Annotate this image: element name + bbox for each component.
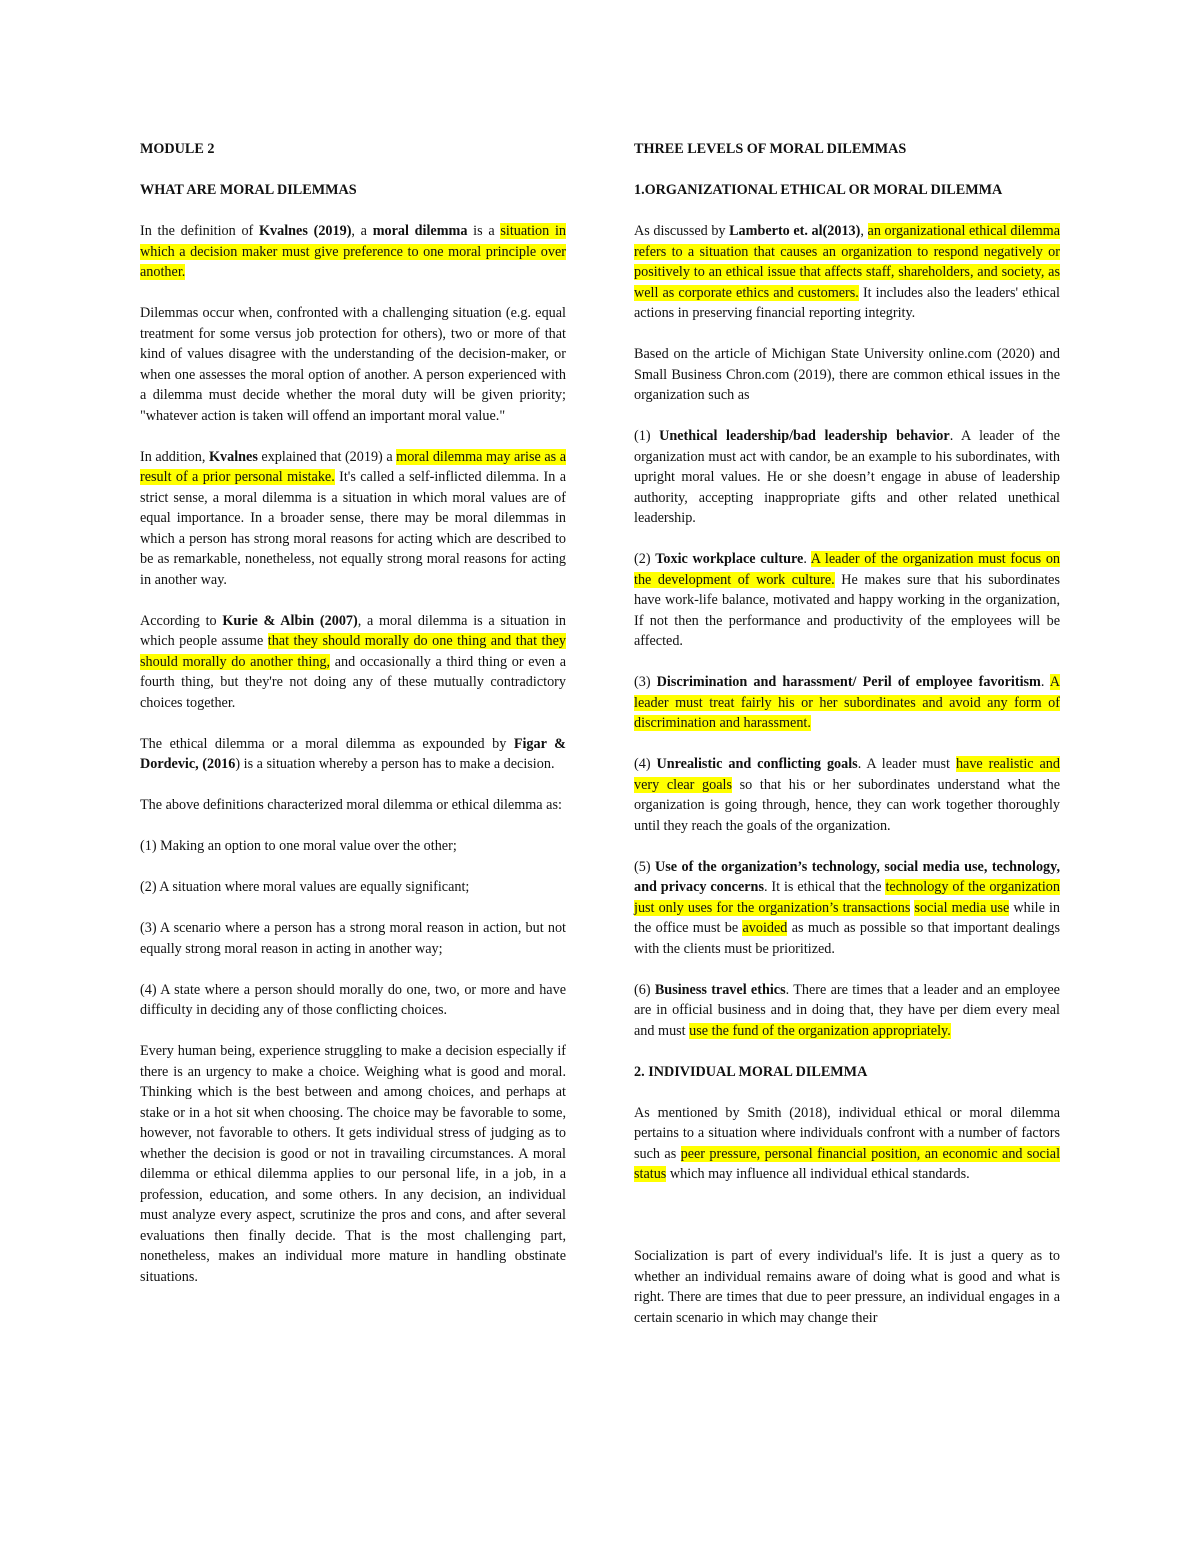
right-column bbox=[634, 139, 1060, 1349]
list-item-4: (4) A state where a person should morally do one, two, or more and have difficulty in deciding any of those conflicting choices. bbox=[140, 981, 566, 1018]
section-title-right: THREE LEVELS OF MORAL DILEMMAS bbox=[634, 141, 907, 157]
highlight: moral dilemma may arise as a result of a prior personal mistake. bbox=[140, 448, 566, 485]
highlight: social media use bbox=[914, 899, 1010, 916]
list-item-1: (1) Making an option to one moral value over the other; bbox=[140, 838, 457, 854]
paragraph-organizational: As discussed by Lamberto et. al(2013), an organizational ethical dilemma refers to a situation that causes an organization to respond negatively or positively to an ethical issue that affects staff, shareholders, and society, as well as corporate ethics and customers. It includes also the leaders' ethical actions in preserving financial reporting integrity. bbox=[634, 223, 1061, 321]
paragraph-characterized: The above definitions characterized moral dilemma or ethical dilemma as: bbox=[140, 797, 562, 813]
subheading-organizational: 1.ORGANIZATIONAL ETHICAL OR MORAL DILEMMA bbox=[634, 182, 1003, 198]
issue-item-1: (1) Unethical leadership/bad leadership behavior. A leader of the organization must act with candor, be an example to his subordinates, with upright moral values. He or she doesn’t engage in abuse of leadership authority, accepting inappropriate gifts and other related unethical leadership. bbox=[634, 428, 1061, 526]
highlight: use the fund of the organization appropriately. bbox=[689, 1022, 951, 1039]
highlight: avoided bbox=[742, 920, 788, 936]
issue-item-5: (5) Use of the organization’s technology, social media use, technology, and privacy concerns. It is ethical that the technology of the organization just only uses for the organization’s transactions social media use while in the office must be avoided as much as possible so that important dealings with the clients must be prioritized. bbox=[634, 858, 1060, 957]
list-item-2: (2) A situation where moral values are equally significant; bbox=[140, 879, 470, 895]
paragraph-according-to: According to Kurie & Albin (2007), a moral dilemma is a situation in which people assume that they should morally do one thing and that they should morally do another thing, and occasionally a third thing or even a fourth thing, but they're not doing any of these mutually contradictory choices together. bbox=[140, 612, 567, 711]
paragraph-in-addition: In addition, Kvalnes explained that (2019) a moral dilemma may arise as a result of a prior personal mistake. It's called a self-inflicted dilemma. In a strict sense, a moral dilemma is a situation in which moral values are of equal importance. In a broader sense, there may be moral dilemmas in which a person has strong moral reasons for acting which are described to be as remarkable, nonetheless, not equally strong moral reasons for acting in another way. bbox=[140, 448, 566, 588]
subheading-individual: 2. INDIVIDUAL MORAL DILEMMA bbox=[634, 1063, 868, 1080]
highlight: technology of the organization just only uses for the organization’s transactions bbox=[634, 879, 1060, 916]
paragraph-socialization: Socialization is part of every individual's life. It is just a query as to whether an individual remains aware of doing what is good and what is right. There are times that due to peer pressure, an individual engages in a certain scenario in which may change their bbox=[634, 1248, 1060, 1326]
highlight: situation in which a decision maker must give preference to one moral principle over another. bbox=[140, 223, 566, 280]
highlight: A leader of the organization must focus on the development of work culture. bbox=[634, 551, 1061, 588]
highlight: A leader must treat fairly his or her subordinates and avoid any form of discrimination and harassment. bbox=[634, 674, 1060, 731]
paragraph-individual: As mentioned by Smith (2018), individual ethical or moral dilemma pertains to a situation where individuals confront with a number of factors such as peer pressure, personal financial position, an economic and social status which may influence all individual ethical standards. bbox=[634, 1104, 1061, 1182]
paragraph-expounded: The ethical dilemma or a moral dilemma as expounded by Figar & Dordevic, (2016) is a situation whereby a person has to make a decision. bbox=[140, 735, 567, 772]
module-heading: MODULE 2 bbox=[140, 141, 215, 157]
issue-item-4: (4) Unrealistic and conflicting goals. A leader must have realistic and very clear goals so that his or her subordinates understand what the organization is going through, hence, they can work together thoroughly until they reach the goals of the organization. bbox=[634, 756, 1060, 834]
section-title: WHAT ARE MORAL DILEMMAS bbox=[140, 182, 357, 198]
highlight: an organizational ethical dilemma refers to a situation that causes an organization to respond negatively or positively to an ethical issue that affects staff, shareholders, and society, as well as corporate ethics and customers. bbox=[634, 223, 1061, 301]
highlight: that they should morally do one thing and that they should morally do another thing, bbox=[140, 633, 566, 670]
highlight: have realistic and very clear goals bbox=[634, 756, 1060, 793]
paragraph-based-on: Based on the article of Michigan State University online.com (2020) and Small Business Chron.com (2019), there are common ethical issues in the organization such as bbox=[634, 346, 1060, 403]
paragraph-dilemmas-occur: Dilemmas occur when, confronted with a challenging situation (e.g. equal treatment for some versus job protection for others), two or more of that kind of values disagree with the understanding of the decision-maker, or when one assesses the moral option of another. A person experienced with a dilemma must decide whether the moral duty will be given priority; "whatever action is taken will offend an important moral value." bbox=[140, 305, 566, 424]
highlight: peer pressure, personal financial position, an economic and social status bbox=[634, 1145, 1061, 1182]
issue-item-2: (2) Toxic workplace culture. A leader of the organization must focus on the development of work culture. He makes sure that his subordinates have work-life balance, motivated and happy working in the organization, If not then the performance and productivity of the employees will be affected. bbox=[634, 551, 1061, 649]
spacer bbox=[634, 1205, 1060, 1246]
paragraph-definition: In the definition of Kvalnes (2019), a moral dilemma is a situation in which a decision maker must give preference to one moral principle over another. bbox=[140, 223, 566, 280]
issue-item-3: (3) Discrimination and harassment/ Peril of employee favoritism. A leader must treat fairly his or her subordinates and avoid any form of discrimination and harassment. bbox=[634, 674, 1060, 731]
issue-item-6: (6) Business travel ethics. There are times that a leader and an employee are in official business and in doing that, they have per diem every meal and must use the fund of the organization appropriately. bbox=[634, 981, 1060, 1039]
left-column bbox=[140, 139, 566, 1308]
paragraph-every-human: Every human being, experience struggling to make a decision especially if there is an urgency to make a choice. Weighing what is good and moral. Thinking which is the best between and among choices, and perhaps at stake or in a hot sit when choosing. The choice may be favorable to some, however, not favorable to others. It gets individual stress of judging as to whether the decision is good or not in travailing circumstances. A moral dilemma or ethical dilemma applies to our personal life, in a job, in a profession, education, and some others. In any decision, an individual must analyze every aspect, scrutinize the pros and cons, and after several evaluations then finally decide. That is the most challenging part, nonetheless, makes an individual more mature in handling obstinate situations. bbox=[140, 1043, 566, 1285]
list-item-3: (3) A scenario where a person has a strong moral reason in action, but not equally strong moral reason in acting in another way; bbox=[140, 920, 566, 957]
